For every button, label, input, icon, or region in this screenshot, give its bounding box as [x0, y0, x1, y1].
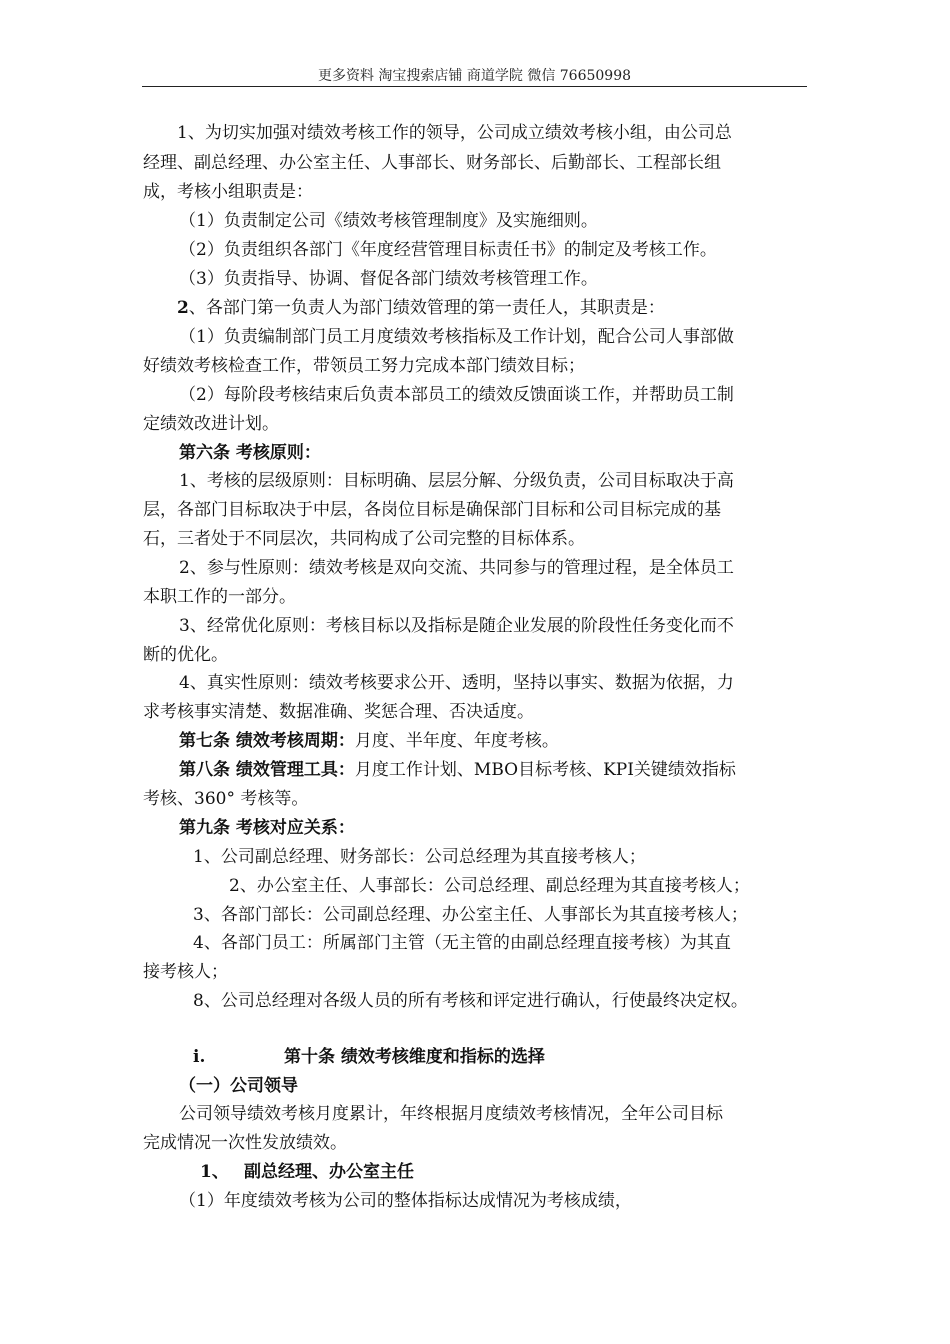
paragraph-line: 成，考核小组职责是： [143, 182, 313, 202]
paragraph-line: 考核、360° 考核等。 [143, 789, 309, 809]
paragraph-line: 3、经常优化原则：考核目标以及指标是随企业发展的阶段性任务变化而不 [179, 616, 734, 636]
list-item: （2）负责组织各部门《年度经营管理目标责任书》的制定及考核工作。 [179, 240, 717, 260]
item-text: 、各部门第一负责人为部门绩效管理的第一责任人，其职责是： [188, 298, 665, 318]
section-heading: 第九条 考核对应关系： [179, 818, 355, 838]
list-item: （1）负责编制部门员工月度绩效考核指标及工作计划，配合公司人事部做 [179, 327, 734, 347]
paragraph-line: 1、考核的层级原则：目标明确、层层分解、分级负责，公司目标取决于高 [179, 471, 734, 491]
paragraph-line: 石，三者处于不同层次，共同构成了公司完整的目标体系。 [143, 529, 585, 549]
sub-heading: （一）公司领导 [179, 1076, 298, 1096]
paragraph-line: 完成情况一次性发放绩效。 [143, 1133, 347, 1153]
paragraph-line: 公司领导绩效考核月度累计，年终根据月度绩效考核情况，全年公司目标 [179, 1104, 723, 1124]
paragraph-line: 4、真实性原则：绩效考核要求公开、透明，坚持以事实、数据为依据，力 [179, 673, 734, 693]
paragraph-line: 1、为切实加强对绩效考核工作的领导，公司成立绩效考核小组，由公司总 [177, 123, 732, 143]
list-item: 2、办公室主任、人事部长：公司总经理、副总经理为其直接考核人； [229, 876, 750, 896]
paragraph-line: 断的优化。 [143, 645, 228, 665]
heading-text: 副总经理、办公室主任 [244, 1162, 414, 1182]
list-item: （3）负责指导、协调、督促各部门绩效考核管理工作。 [179, 269, 598, 289]
section-heading [143, 726, 843, 756]
section-heading: 第六条 考核原则： [179, 443, 321, 463]
paragraph-line: 经理、副总经理、办公室主任、人事部长、财务部长、后勤部长、工程部长组 [143, 153, 721, 173]
list-item: （2）每阶段考核结束后负责本部员工的绩效反馈面谈工作，并帮助员工制 [179, 385, 734, 405]
paragraph-line: 层，各部门目标取决于中层，各岗位目标是确保部门目标和公司目标完成的基 [143, 500, 721, 520]
paragraph-line: 好绩效考核检查工作，带领员工努力完成本部门绩效目标； [143, 356, 585, 376]
article-title: 第七条 绩效考核周期： [179, 731, 355, 751]
paragraph-line: 2、参与性原则：绩效考核是双向交流、共同参与的管理过程，是全体员工 [179, 558, 734, 578]
heading-number: i. [193, 1047, 206, 1067]
page-header: 更多资料 淘宝搜索店铺 商道学院 微信 76650998 [142, 66, 807, 87]
article-text: 月度工作计划、MBO目标考核、KPI关键绩效指标 [354, 760, 736, 780]
paragraph-line: 本职工作的一部分。 [143, 587, 296, 607]
article-title: 第八条 绩效管理工具： [179, 760, 355, 780]
list-item: （1）年度绩效考核为公司的整体指标达成情况为考核成绩， [179, 1191, 632, 1211]
paragraph-line: 求考核事实清楚、数据准确、奖惩合理、否决适度。 [143, 702, 534, 722]
item-number: 2 [177, 298, 189, 318]
heading-number: 1、 [200, 1162, 229, 1182]
paragraph-line: 接考核人； [143, 962, 228, 982]
paragraph-line: 定绩效改进计划。 [143, 414, 279, 434]
paragraph-line [143, 293, 841, 323]
section-heading [143, 755, 843, 785]
list-item: 8、公司总经理对各级人员的所有考核和评定进行确认，行使最终决定权。 [193, 991, 748, 1011]
heading-text: 第十条 绩效考核维度和指标的选择 [284, 1047, 545, 1067]
list-item: （1）负责制定公司《绩效考核管理制度》及实施细则。 [179, 211, 598, 231]
list-item: 3、各部门部长：公司副总经理、办公室主任、人事部长为其直接考核人； [193, 905, 748, 925]
list-item: 4、各部门员工：所属部门主管（无主管的由副总经理直接考核）为其直 [193, 933, 731, 953]
article-text: 月度、半年度、年度考核。 [354, 731, 559, 751]
list-item: 1、公司副总经理、财务部长：公司总经理为其直接考核人； [193, 847, 646, 867]
